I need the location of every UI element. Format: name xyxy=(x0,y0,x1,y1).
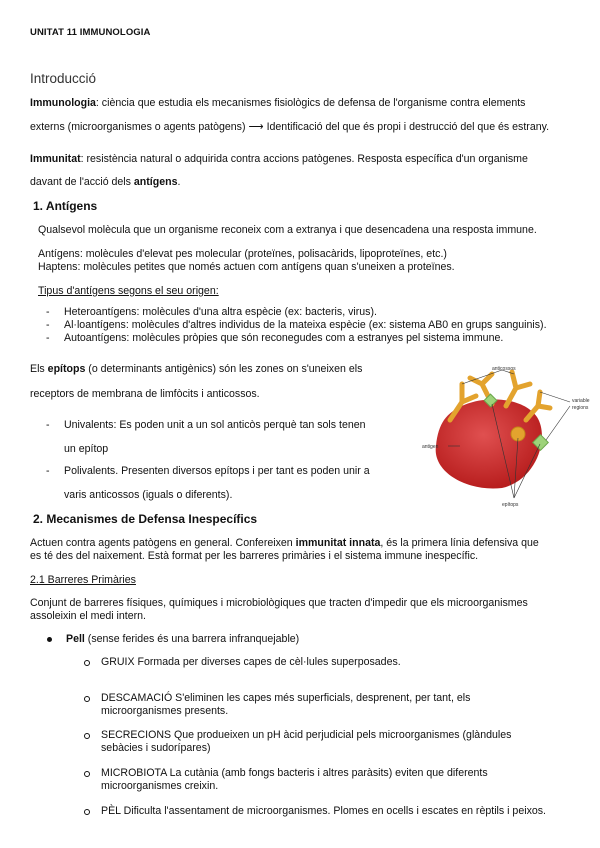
immunologia-term: Immunologia xyxy=(30,97,96,109)
univalents-line2: un epítop xyxy=(64,443,109,455)
section-2-text-start: Actuen contra agents patògens en general. Confereixen xyxy=(30,537,296,549)
antigen-types-heading: Tipus d'antígens segons el seu origen: xyxy=(38,285,219,297)
pell-description: (sense ferides és una barrera infranquejable) xyxy=(84,633,300,645)
antigens-line: Antígens: molècules d'elevat pes molecular (proteïnes, polisacàrids, lipoproteïnes, etc.) xyxy=(38,248,447,260)
item-text: DESCAMACIÓ S'eliminen les capes més superficials, desprenent, per tant, els xyxy=(101,692,471,704)
section-1-heading: 1. Antígens xyxy=(33,199,98,213)
list-item-text: Autoantígens: molècules pròpies que són reconegudes com a estranyes pel sistema immune. xyxy=(64,332,504,344)
label-antibodies: anticossos xyxy=(492,366,516,372)
epitops-paragraph-line1 xyxy=(30,363,362,376)
innate-immunity-term: immunitat innata xyxy=(295,537,381,549)
immunitat-line2-text: davant de l'acció dels xyxy=(30,176,134,188)
polivalents-line1: Polivalents. Presenten diversos epítops i per tant es poden unir a xyxy=(64,465,370,477)
polivalents-line2: varis anticossos (iguals o diferents). xyxy=(64,489,233,501)
item-text: microorganismes presents. xyxy=(101,705,229,717)
label-antigen: antigen xyxy=(422,444,439,450)
epitops-term: epítops xyxy=(47,363,86,375)
list-item-text: Heteroantígens: molècules d'una altra espècie (ex: bacteris, virus). xyxy=(64,306,377,318)
immunitat-definition: : resistència natural o adquirida contra accions patògenes. Resposta específica d'un organisme xyxy=(80,153,528,165)
item-text: MICROBIOTA La cutània (amb fongs bacteris i altres paràsits) eviten que diferents xyxy=(101,767,488,779)
haptens-line: Haptens: molècules petites que només actuen com antígens quan s'uneixen a proteïnes. xyxy=(38,261,455,273)
circle-bullet-icon xyxy=(84,660,90,666)
section-2-heading: 2. Mecanismes de Defensa Inespecífics xyxy=(33,512,258,526)
section-2-text-end: , és la primera línia defensiva que xyxy=(380,537,539,549)
circle-bullet-icon xyxy=(84,696,90,702)
subsection-paragraph-line1: Conjunt de barreres físiques, químiques i microbiològiques que tracten d'impedir que els microorganismes xyxy=(30,597,528,609)
circle-bullet-icon xyxy=(84,771,90,777)
item-text: sebàcies i sudorípares) xyxy=(101,742,211,754)
immunitat-line2-end: . xyxy=(177,176,181,188)
immunitat-term: Immunitat xyxy=(30,153,81,165)
section-2-paragraph-line2: es té des del naixement. Està format per les barreres primàries i el sistema immune inespecífic. xyxy=(30,550,479,562)
antigen-antibody-figure xyxy=(422,362,590,512)
immunitat-paragraph-line1 xyxy=(30,153,528,166)
label-regions: regions xyxy=(572,405,589,411)
antigen-shape xyxy=(436,399,542,488)
intro-heading: Introducció xyxy=(30,71,97,86)
subsection-heading: 2.1 Barreres Primàries xyxy=(30,574,136,586)
label-epitopes: epítops xyxy=(502,502,519,508)
section-2-paragraph-line1 xyxy=(30,537,539,550)
immunologia-definition: : ciència que estudia els mecanismes fisiològics de defensa de l'organisme contra elements xyxy=(95,97,526,109)
subsection-paragraph-line2: assoleixin el medi intern. xyxy=(30,610,146,622)
item-text: microorganismes creixin. xyxy=(101,780,219,792)
item-text: SECRECIONS Que produeixen un pH àcid perjudicial pels microorganismes (glàndules xyxy=(101,729,512,741)
circle-bullet-icon xyxy=(84,809,90,815)
univalents-line1: Univalents: Es poden unit a un sol anticòs perquè tan sols tenen xyxy=(64,419,366,431)
label-variable: variable xyxy=(572,398,590,404)
circle-bullet-icon xyxy=(84,733,90,739)
immunitat-paragraph-line2 xyxy=(30,176,180,189)
pell-term: Pell xyxy=(66,633,85,645)
immunologia-paragraph-line2: externs (microorganismes o agents patògens) ⟶ Identificació del que és propi i destrucció del que és estrany. xyxy=(30,121,550,133)
bullet-icon xyxy=(47,637,52,642)
antigens-term: antígens xyxy=(133,176,178,188)
item-text: PÈL Dificulta l'assentament de microorganismes. Plomes en ocells i escates en rèptils i peixos. xyxy=(101,805,546,817)
epitops-text-end: (o determinants antigènics) són les zones on s'uneixen els xyxy=(85,363,363,375)
immunologia-paragraph-line1 xyxy=(30,97,525,110)
document-page: UNITAT 11 IMMUNOLOGIA Introducció Immunologia: ciència que estudia els mecanismes fisiològics de defensa de l'organisme contra elements externs (microorganismes o agents patògens) ⟶ Identificació del que és propi i destrucció del que és estrany. Immunitat: resistència natural o adquirida contra accions patògenes. Resposta específica d'un organisme davant de l'acció dels antígens. 1. Antígens Qualsevol molècula que un organisme reconeix com a extranya i que desencadena una resposta immune. Antígens: molècules d'elevat pes molecular (proteïnes, polisacàrids, lipoproteïnes, etc.) Haptens: molècules petites que només actuen com antígens quan s'uneixen a proteïnes. Tipus d'antígens segons el seu origen: - Heteroantígens: molècules d'una altra espècie (ex: bacteris, virus). - Al·loantígens: molècules d'altres individus de la mateixa espècie (ex: sistema AB0 en grups sanguinis). - Autoantígens: molècules pròpies que són reconegudes com a estranyes pel sistema immune. Els epítops (o determinants antigènics) són les zones on s'uneixen els receptors de membrana de limfòcits i anticossos. - Univalents: Es poden unit a un sol anticòs perquè tan sols tenen un epítop - Polivalents. Presenten diversos epítops i per tant es poden unir a varis anticossos (iguals o diferents). anticossos variable regions antigen epítops 2. Mecanismes de Defensa Inespecífics Actuen contra agents patògens en general. Confereixen immunitat innata, és la primera línia defensiva que es té des del naixement. Està format per les barreres primàries i el sistema immune inespecífic. 2.1 Barreres Primàries Conjunt de barreres físiques, químiques i microbiològiques que tracten d'impedir que els microorganismes assoleixin el medi intern. Pell (sense ferides és una barrera infranquejable) GRUIX Formada per diverses capes de cèl·lules superposades. DESCAMACIÓ S'eliminen les capes més superficials, desprenent, per tant, els microorganismes presents. SECRECIONS Que produeixen un pH àcid perjudicial pels microorganismes (glàndules sebàcies i sudorípares) MICROBIOTA La cutània (amb fongs bacteris i altres paràsits) eviten que diferents microorganismes creixin. PÈL Dificulta l'assentament de microorganismes. Plomes en ocells i escates en rèptils i peixos. xyxy=(30,27,590,817)
list-item-text: Al·loantígens: molècules d'altres individus de la mateixa espècie (ex: sistema AB0 en grups sanguinis). xyxy=(64,319,547,331)
antigen-definition: Qualsevol molècula que un organisme reconeix com a extranya i que desencadena una resposta immune. xyxy=(38,224,537,236)
document-title: UNITAT 11 IMMUNOLOGIA xyxy=(30,27,151,38)
epitops-text-start: Els xyxy=(30,363,48,375)
epitops-paragraph-line2: receptors de membrana de limfòcits i anticossos. xyxy=(30,388,260,400)
item-text: GRUIX Formada per diverses capes de cèl·lules superposades. xyxy=(101,656,401,668)
